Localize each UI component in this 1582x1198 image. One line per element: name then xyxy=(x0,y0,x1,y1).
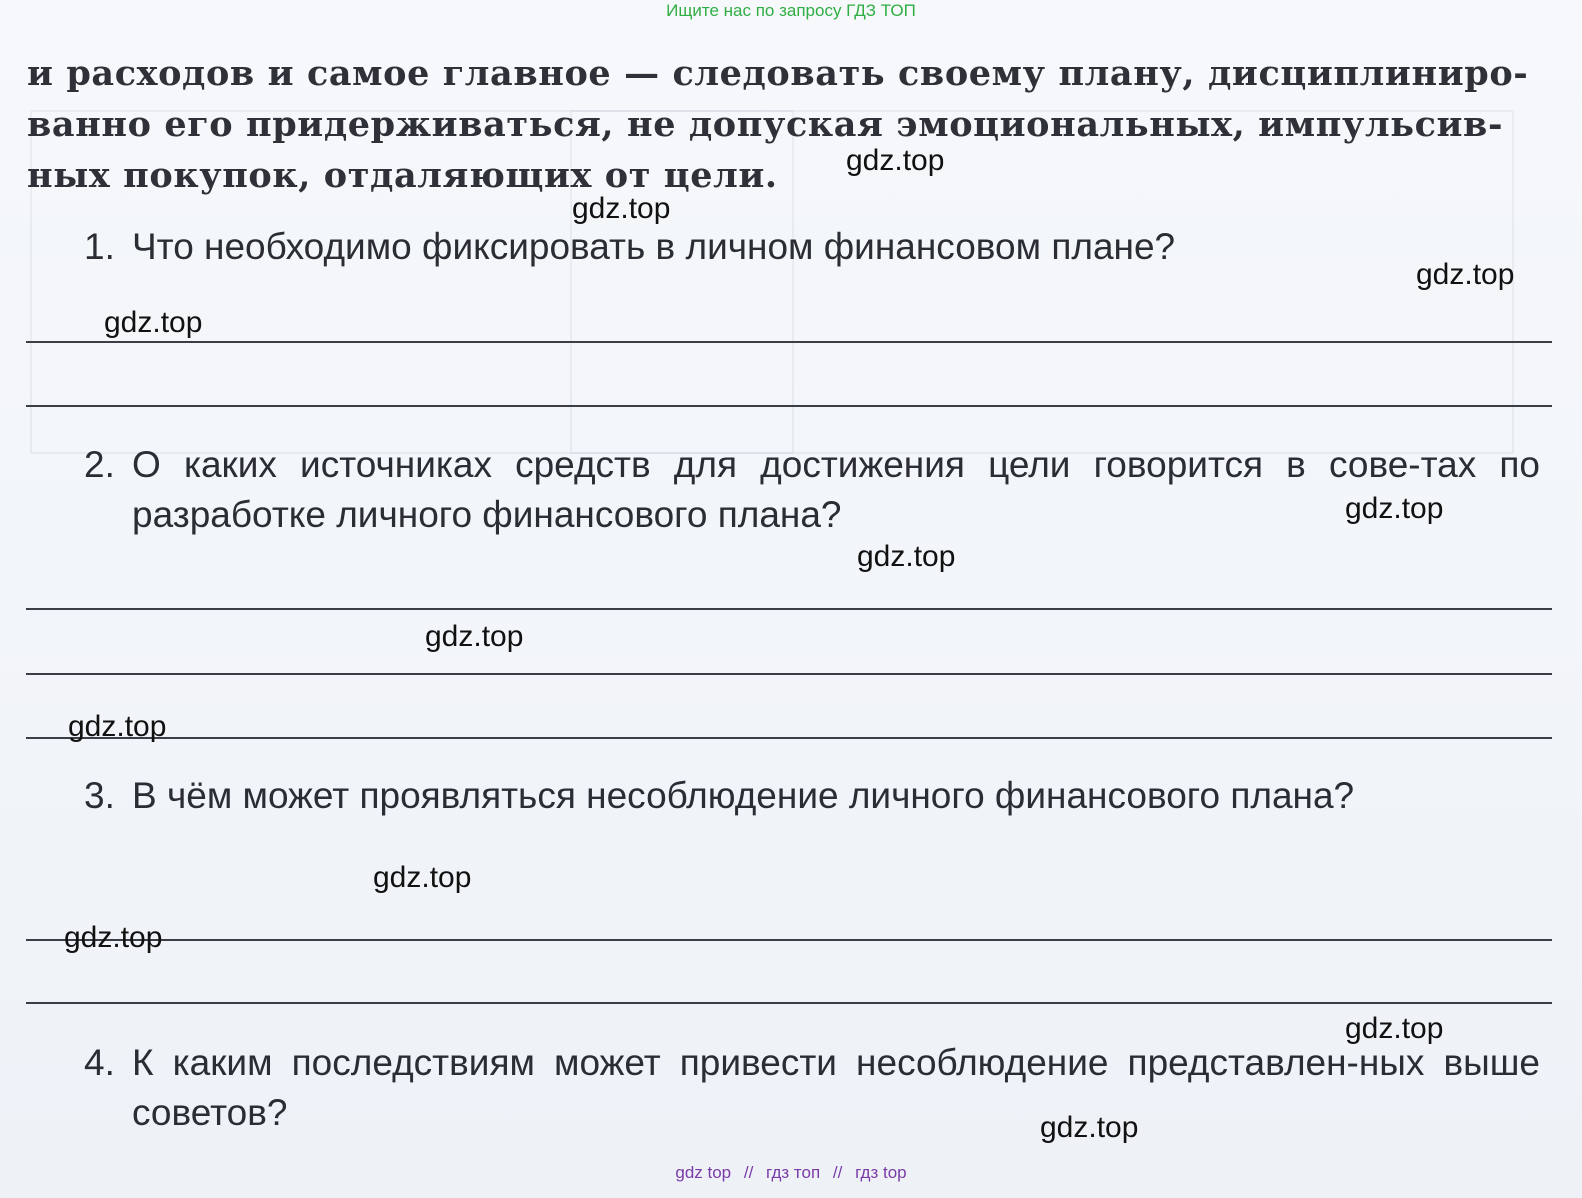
watermark: gdz.top xyxy=(68,710,167,743)
watermark: gdz.top xyxy=(1040,1111,1139,1144)
intro-line: ванно его придерживаться, не допуская эмоциональных, импульсив- xyxy=(27,104,1504,145)
footer-separator: // xyxy=(832,1163,843,1182)
question-4 xyxy=(84,1038,1540,1138)
watermark: gdz.top xyxy=(64,921,163,954)
question-number: 2. xyxy=(84,444,115,485)
question-2 xyxy=(84,440,1540,540)
intro-paragraph xyxy=(27,48,1552,201)
answer-line[interactable] xyxy=(26,405,1552,407)
intro-line: и расходов и самое главное — следовать своему плану, дисциплиниро- xyxy=(27,53,1529,94)
answer-line[interactable] xyxy=(26,673,1552,675)
question-text: О каких источниках средств для достижения цели говорится в сове-тах по разработке личного финансового плана? xyxy=(132,444,1540,535)
watermark: gdz.top xyxy=(1345,1012,1444,1045)
question-number: 3. xyxy=(84,775,115,816)
question-text: К каким последствиям может привести несоблюдение представлен-ных выше советов? xyxy=(132,1042,1540,1133)
answer-line[interactable] xyxy=(26,939,1552,941)
answer-line[interactable] xyxy=(26,341,1552,343)
top-banner[interactable]: Ищите нас по запросу ГДЗ ТОП xyxy=(666,1,916,20)
intro-line: ных покупок, отдаляющих от цели. xyxy=(27,155,778,196)
question-text: Что необходимо фиксировать в личном финансовом плане? xyxy=(132,226,1176,267)
watermark: gdz.top xyxy=(425,620,524,653)
question-number: 1. xyxy=(84,226,115,267)
watermark: gdz.top xyxy=(857,540,956,573)
footer xyxy=(0,1163,1582,1183)
answer-line[interactable] xyxy=(26,608,1552,610)
footer-separator: // xyxy=(743,1163,754,1182)
footer-link[interactable]: гдз топ xyxy=(766,1163,821,1182)
watermark: gdz.top xyxy=(1416,258,1515,291)
footer-link[interactable]: gdz top xyxy=(675,1163,732,1182)
watermark: gdz.top xyxy=(572,192,671,225)
question-number: 4. xyxy=(84,1042,115,1083)
answer-line[interactable] xyxy=(26,737,1552,739)
watermark: gdz.top xyxy=(846,144,945,177)
question-text: В чём может проявляться несоблюдение личного финансового плана? xyxy=(132,775,1355,816)
question-1 xyxy=(84,222,1544,272)
question-3 xyxy=(84,771,1540,821)
footer-link[interactable]: гдз top xyxy=(855,1163,907,1182)
watermark: gdz.top xyxy=(1345,492,1444,525)
watermark: gdz.top xyxy=(104,306,203,339)
answer-line[interactable] xyxy=(26,1002,1552,1004)
watermark: gdz.top xyxy=(373,861,472,894)
